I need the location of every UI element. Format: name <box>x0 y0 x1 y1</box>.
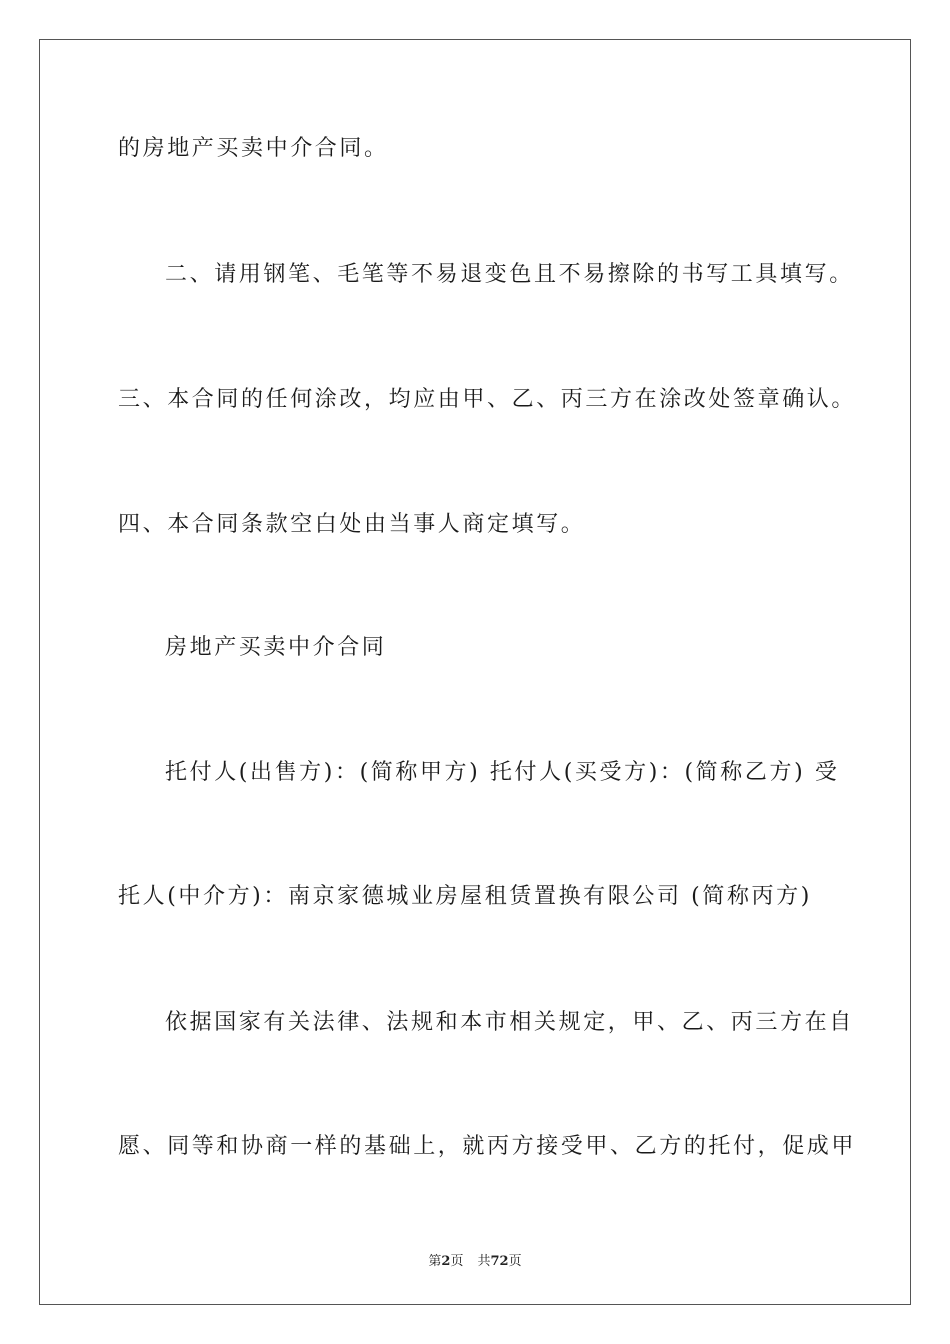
body-line: 托人(中介方)：南京家德城业房屋租赁置换有限公司 (简称丙方) <box>118 884 812 909</box>
total-pages-label: 共72页 <box>477 1254 522 1269</box>
body-line: 的房地产买卖中介合同。 <box>118 136 389 161</box>
page-footer <box>0 1250 950 1269</box>
body-line: 二、请用钢笔、毛笔等不易退变色且不易擦除的书写工具填写。 <box>165 262 854 287</box>
section-title: 房地产买卖中介合同 <box>165 635 387 660</box>
body-line: 愿、同等和协商一样的基础上，就丙方接受甲、乙方的托付，促成甲 <box>118 1134 857 1159</box>
body-line: 三、本合同的任何涂改，均应由甲、乙、丙三方在涂改处签章确认。 <box>118 387 857 412</box>
body-line: 四、本合同条款空白处由当事人商定填写。 <box>118 512 586 537</box>
page-number-label: 第2页 <box>428 1254 464 1269</box>
page-border <box>39 39 911 1305</box>
body-line: 依据国家有关法律、法规和本市相关规定，甲、乙、丙三方在自 <box>165 1010 854 1035</box>
body-line: 托付人(出售方)：(简称甲方) 托付人(买受方)：(简称乙方) 受 <box>165 760 840 785</box>
